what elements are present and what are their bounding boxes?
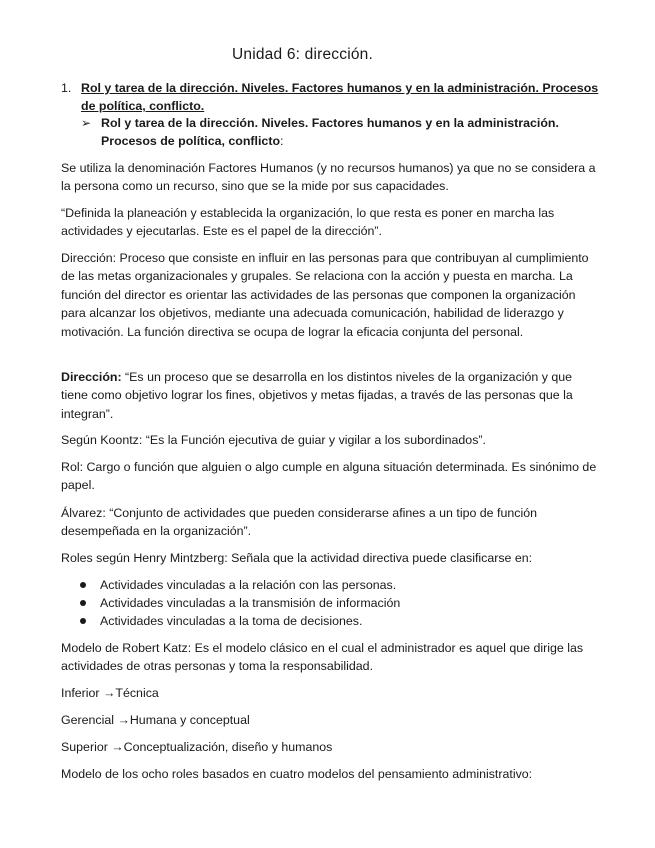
paragraph-alvarez: Álvarez: “Conjunto de actividades que pueden considerarse afines a un tipo de función desempeñada en la organización”. (61, 506, 537, 539)
paragraph-direccion-definition: Dirección: Proceso que consiste en influir en las personas para que contribuyan al cumplimiento de las metas organizacionales y grupales. Se relaciona con la acción y puesta en marcha. La función del director es orientar las actividades de las personas que componen la organización para alcanzar los objetivos, mediante una adecuada comunicación, habilidad de liderazgo y motivación. La función directiva se ocupa de lograr la eficacia conjunta del personal. (61, 251, 589, 339)
bullet-dot-icon (80, 582, 86, 588)
subheading-colon: : (280, 134, 284, 148)
bullet-dot-icon (80, 600, 86, 606)
section-number: 1. (61, 81, 72, 95)
list-item-text: Actividades vinculadas a la toma de decisiones. (100, 614, 363, 628)
page-title: Unidad 6: dirección. (232, 46, 373, 63)
paragraph-mintzberg: Roles según Henry Mintzberg: Señala que la actividad directiva puede clasificarse en: (61, 551, 533, 565)
paragraph-rol: Rol: Cargo o función que alguien o algo cumple en alguna situación determinada. Es sinónimo de papel. (61, 460, 597, 493)
direccion-quote: “Es un proceso que se desarrolla en los distintos niveles de la organización y que tiene como objetivo lograr los fines, objetivos y metas fijadas, a través de las personas que la integran”. (61, 370, 573, 421)
direccion-label: Dirección: (61, 370, 122, 384)
paragraph-quote: “Definida la planeación y establecida la organización, lo que resta es poner en marcha las actividades y ejecutarlas. Este es el papel de la dirección”. (61, 206, 555, 239)
section-heading: Rol y tarea de la dirección. Niveles. Factores humanos y en la administración. Procesos de política, conflicto. (81, 81, 599, 113)
list-item-text: Actividades vinculadas a la transmisión de información (100, 596, 401, 610)
paragraph-factores-humanos: Se utiliza la denominación Factores Humanos (y no recursos humanos) ya que no se considera a la persona como un recurso, sino que se la mide por sus capacidades. (61, 161, 596, 194)
arrow-bullet-icon: ➢ (81, 116, 92, 130)
paragraph-ocho-roles: Modelo de los ocho roles basados en cuatro modelos del pensamiento administrativo: (61, 767, 533, 781)
paragraph-inferior: Inferior →Técnica (61, 686, 159, 700)
paragraph-koontz: Según Koontz: “Es la Función ejecutiva de guiar y vigilar a los subordinados”. (61, 433, 486, 447)
paragraph-superior: Superior →Conceptualización, diseño y humanos (61, 740, 333, 754)
paragraph-gerencial: Gerencial →Humana y conceptual (61, 713, 250, 727)
subheading-text: Rol y tarea de la dirección. Niveles. Factores humanos y en la administración. Procesos de política, conflicto (101, 116, 559, 148)
paragraph-direccion-bold (61, 368, 601, 423)
bullet-dot-icon (80, 618, 86, 624)
paragraph-katz: Modelo de Robert Katz: Es el modelo clásico en el cual el administrador es aquel que dirige las actividades de otras personas y toma la responsabilidad. (61, 641, 584, 674)
list-item-text: Actividades vinculadas a la relación con las personas. (100, 578, 397, 592)
section-subheading (101, 114, 581, 150)
